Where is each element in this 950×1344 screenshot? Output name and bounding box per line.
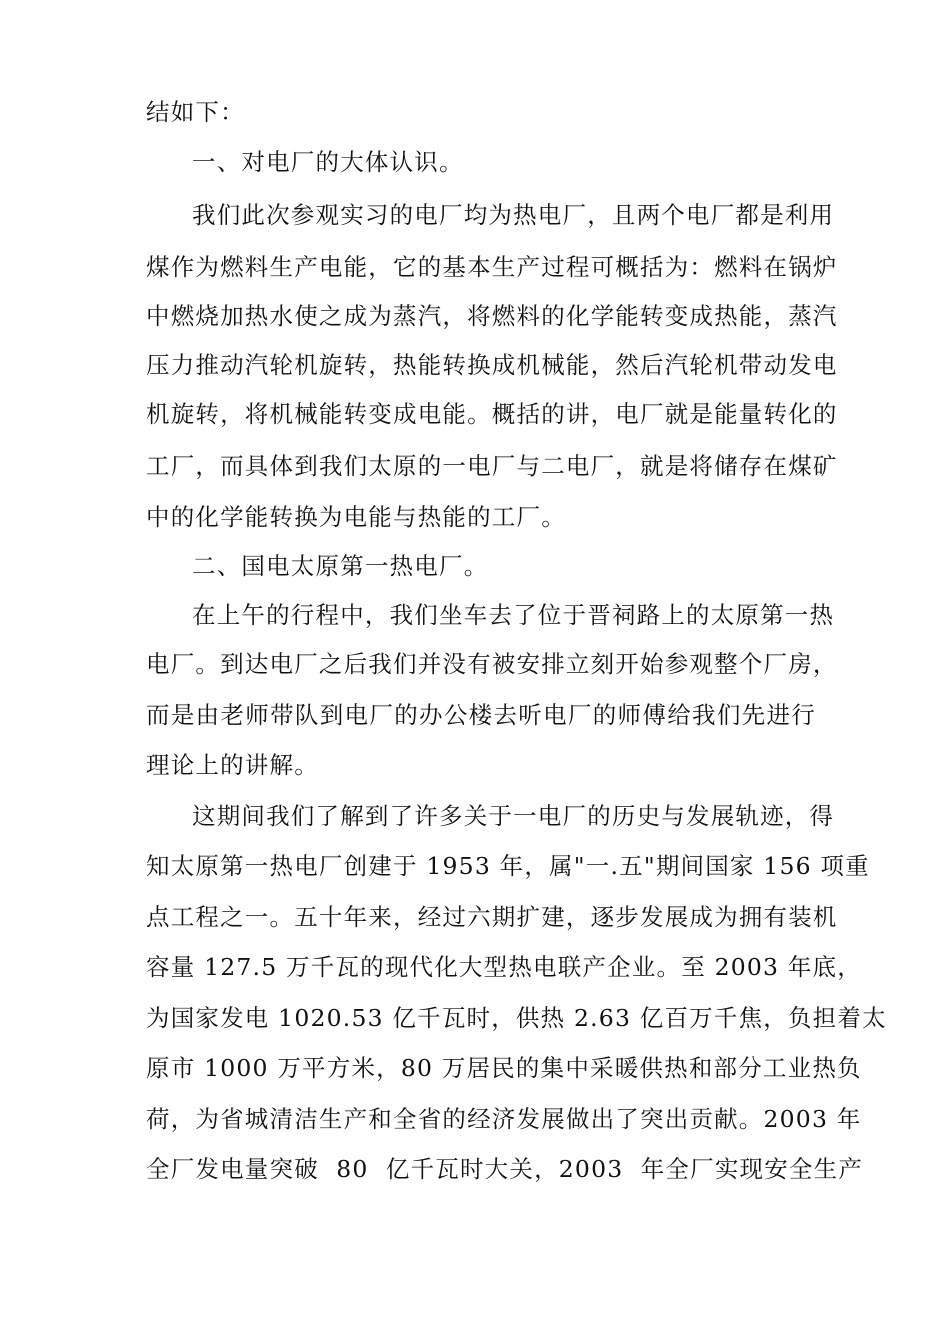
section-heading: 二、国电太原第一热电厂。 — [192, 552, 489, 580]
text-line: 我们此次参观实习的电厂均为热电厂，且两个电厂都是利用 — [192, 201, 835, 229]
text-line: 在上午的行程中，我们坐车去了位于晋祠路上的太原第一热 — [192, 601, 835, 629]
text-line: 知太原第一热电厂创建于 1953 年，属"一.五"期间国家 156 项重 — [146, 852, 870, 880]
text-line: 机旋转，将机械能转变成电能。概括的讲，电厂就是能量转化的 — [146, 400, 838, 428]
text-line: 荷，为省城清洁生产和全省的经济发展做出了突出贡献。2003 年 — [146, 1105, 862, 1133]
text-line: 压力推动汽轮机旋转，热能转换成机械能，然后汽轮机带动发电 — [146, 351, 838, 379]
text-line: 全厂发电量突破 80 亿千瓦时大关，2003 年全厂实现安全生产 — [146, 1155, 864, 1183]
text-line: 结如下： — [146, 98, 245, 126]
text-line: 电厂。到达电厂之后我们并没有被安排立刻开始参观整个厂房， — [146, 650, 838, 678]
text-line: 点工程之一。五十年来，经过六期扩建，逐步发展成为拥有装机 — [146, 903, 838, 931]
text-line: 为国家发电 1020.53 亿千瓦时，供热 2.63 亿百万千焦，负担着太 — [146, 1004, 887, 1032]
text-line: 工厂，而具体到我们太原的一电厂与二电厂，就是将储存在煤矿 — [146, 452, 838, 480]
text-line: 而是由老师带队到电厂的办公楼去听电厂的师傅给我们先进行 — [146, 701, 816, 729]
text-line: 这期间我们了解到了许多关于一电厂的历史与发展轨迹，得 — [192, 802, 835, 830]
text-line: 煤作为燃料生产电能，它的基本生产过程可概括为：燃料在锅炉 — [146, 253, 838, 281]
section-heading: 一、对电厂的大体认识。 — [192, 148, 464, 176]
text-line: 原市 1000 万平方米，80 万居民的集中采暖供热和部分工业热负 — [146, 1054, 862, 1082]
text-line: 中燃烧加热水使之成为蒸汽，将燃料的化学能转变成热能，蒸汽 — [146, 302, 838, 330]
text-line: 容量 127.5 万千瓦的现代化大型热电联产企业。至 2003 年底， — [146, 953, 862, 981]
text-line: 理论上的讲解。 — [146, 751, 319, 779]
text-line: 中的化学能转换为电能与热能的工厂。 — [146, 503, 566, 531]
